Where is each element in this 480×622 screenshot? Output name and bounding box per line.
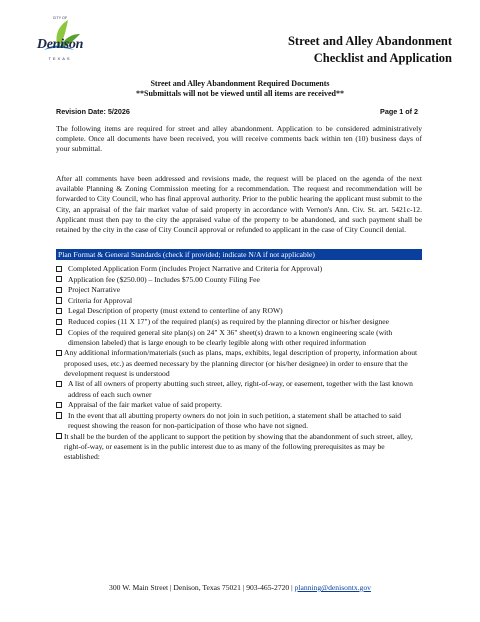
checkbox[interactable]	[56, 297, 62, 303]
page-footer	[0, 583, 480, 592]
intro-paragraph-2: After all comments have been addressed and revisions made, the request will be placed on the agenda of the next available Planning & Zoning Commission meeting for a recommendation. The request and recommendation will be forwarded to City Council, who has final approval authority. Prior to the public hearing the applicant must submit to the City, an appraisal of the fair market value of said property in accordance with Vernon's Ann. Civ. St. art. 5421c-12. Applicant must then pay to the city the appraised value of the property to be abandoned, and such payment shall be retained by the city in the case of City Council approval or refunded to applicant in the case of City Council denial.	[56, 174, 422, 235]
checklist-item	[56, 264, 422, 274]
checklist-item-label: A list of all owners of property abutting such street, alley, right-of-way, or easement, together with the last known address of each such owner	[68, 379, 413, 399]
checklist-item	[56, 285, 422, 295]
section-header-bar: Plan Format & General Standards (check if provided; indicate N/A if not applicable)	[56, 249, 422, 260]
required-documents-title: Street and Alley Abandonment Required Documents	[150, 79, 330, 88]
document-title	[192, 33, 452, 67]
checklist-item	[56, 400, 422, 410]
checklist-item	[56, 275, 422, 285]
checklist-item	[56, 348, 422, 379]
intro-paragraph-1: The following items are required for street and alley abandonment. Application to be considered administratively complete. Once all documents have been received, you will receive comments back within ten (10) business days of your submittal.	[56, 124, 422, 154]
checklist-item	[56, 328, 422, 348]
footer-address: 300 W. Main Street | Denison, Texas 75021 | 903-465-2720 |	[109, 583, 295, 592]
title-line-2: Checklist and Application	[313, 51, 452, 65]
checkbox[interactable]	[56, 381, 62, 387]
checkbox[interactable]	[56, 350, 62, 356]
checklist-item	[56, 432, 422, 463]
checklist-item-label: Copies of the required general site plan(s) on 24" X 36" sheet(s) drawn to a known engineering scale (with dimension labeled) that is large enough to be clearly legible along with other required information	[68, 327, 393, 347]
submittal-notice: **Submittals will not be viewed until all items are received**	[136, 89, 344, 98]
checklist-item	[56, 317, 422, 327]
checklist-item-label: Reduced copies (11 X 17") of the required plan(s) as required by the planning director or his/her designee	[68, 316, 390, 326]
title-line-1: Street and Alley Abandonment	[287, 34, 452, 48]
checklist-item	[56, 296, 422, 306]
checklist-item	[56, 306, 422, 316]
checkbox[interactable]	[56, 266, 62, 272]
checklist-item	[56, 411, 422, 431]
checkbox[interactable]	[56, 287, 62, 293]
checklist-item-label: Any additional information/materials (such as plans, maps, exhibits, legal description of property, information about proposed uses, etc.) as deemed necessary by the planning director (or his/her designee) in order to ensure that the development request is understood	[64, 348, 418, 378]
checkbox[interactable]	[56, 319, 62, 325]
checkbox[interactable]	[56, 308, 62, 314]
checklist-item-label: Legal Description of property (must extend to centerline of any ROW)	[68, 306, 283, 316]
checklist-item-label: It shall be the burden of the applicant to support the petition by showing that the abandonment of such street, alley, right-of-way, or easement is in the public interest due to as many of the following prerequisites as may be established:	[64, 431, 413, 461]
checklist-item	[56, 379, 422, 399]
checklist-item-label: Application fee ($250.00) – Includes $75.00 County Filing Fee	[68, 274, 260, 284]
footer-email-link[interactable]: planning@denisontx.gov	[294, 583, 371, 592]
checklist-item-label: Project Narrative	[68, 285, 121, 295]
checkbox[interactable]	[56, 276, 62, 282]
logo-sub-text: TEXAS	[48, 56, 72, 61]
revision-row	[56, 107, 418, 117]
page-number: Page 1 of 2	[380, 107, 418, 116]
logo-top-text: CITY OF	[52, 16, 68, 20]
city-logo	[30, 14, 90, 72]
checklist-item-label: Appraisal of the fair market value of said property.	[68, 400, 223, 410]
checkbox[interactable]	[56, 329, 62, 335]
checkbox[interactable]	[56, 402, 62, 408]
logo-main-text: Denison	[36, 37, 84, 52]
checklist-item-label: In the event that all abutting property owners do not join in such petition, a statement shall be attached to said request showing the reason for non-participation of those who have not signed.	[68, 410, 401, 430]
required-documents-heading	[0, 79, 480, 99]
requirements-checklist	[56, 264, 422, 463]
checkbox[interactable]	[56, 433, 62, 439]
checklist-item-label: Criteria for Approval	[68, 295, 133, 305]
checklist-item-label: Completed Application Form (includes Project Narrative and Criteria for Approval)	[68, 264, 323, 273]
checkbox[interactable]	[56, 412, 62, 418]
revision-date: Revision Date: 5/2026	[56, 107, 130, 116]
